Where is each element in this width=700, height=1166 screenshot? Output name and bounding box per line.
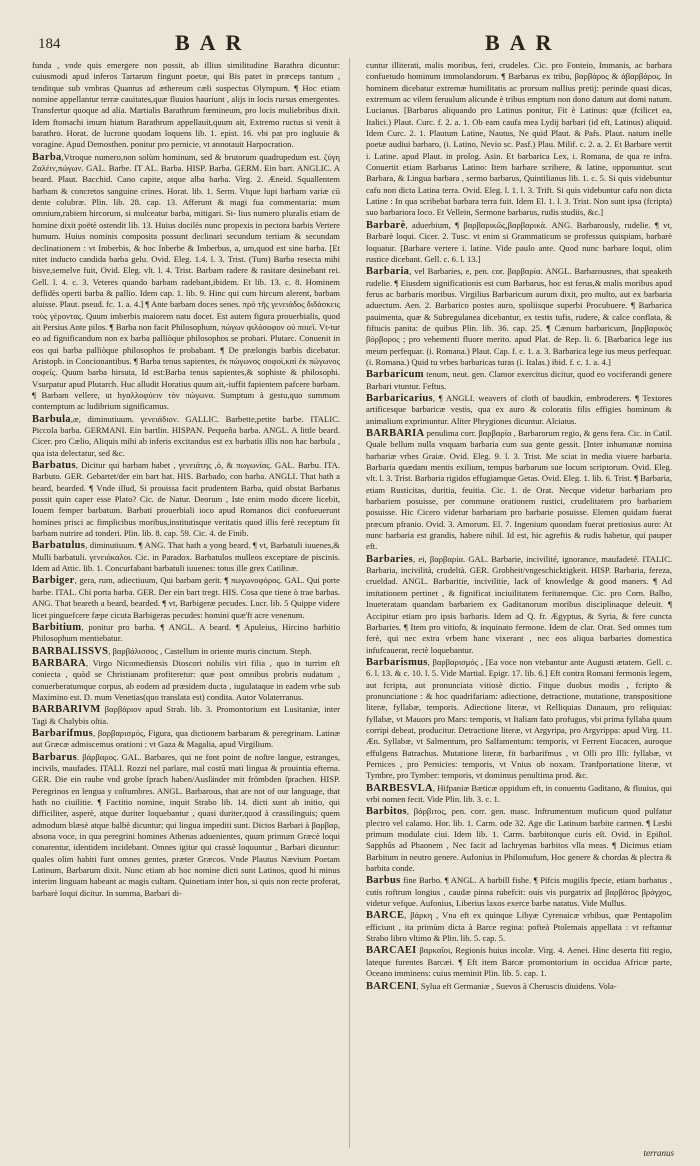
entry-text: , Sylua eft Germaniæ , Suevos à Cheruscis diuidens. Vola- bbox=[416, 980, 617, 991]
entry-text: , ¶ ANGLI. weavers of cloth of baudkin, embroderers. ¶ Textores artificesque barbaricæ vestis, qua ex auro & coloratis filis effigies hominum & animalium exprimuntur. Aliter Phrygiones dicuntur. Alciatus. bbox=[366, 392, 672, 426]
column-divider bbox=[349, 58, 350, 1148]
entry-headword: Barbarus bbox=[32, 751, 77, 763]
entry-headword: Barbiger bbox=[32, 575, 75, 587]
right-running-head: BAR bbox=[485, 30, 562, 55]
right-column bbox=[366, 60, 672, 1155]
entry-headword: Barbaricum bbox=[366, 369, 424, 381]
dictionary-entry bbox=[32, 460, 340, 539]
entry-text: , βάρβιτος, pen. corr. gen. masc. Inftrumentum muficum quod pulfatur plectro vel calamo. Hor. lib. 1. Carm. ode 32. Age dic Latinum barbite carmen. ¶ Lesbi primum modulate ciui. Idem lib. 1. Carm. barbitonque curis eſt. Ovid. in Epiſtol. Sapphûs ad Phaonem , Nec facit ad lachrymas barbitos vlla meas. ¶ Dicimus etiam Barbitum in neutro genere. Aufonius in Philomufum, Hoc genere & chordas & plectra & barbita conde. bbox=[366, 806, 672, 874]
entry-headword: Barbitium bbox=[32, 621, 82, 633]
dictionary-entry bbox=[366, 806, 672, 874]
entry-text: , Virgo Nicomediensis Dioscori nobilis viri filia , quo in turrim eſt coniecta , quòd se Christianam profiteretur: quæ post omnibus probris nudatum , conuerberatumque corpus, ab eodem ad præsidem ducta , iugulataque in eadem vrbe sub Maximino est. D. mum Venetias(quo translata est) condita. Autor Volaterranus. bbox=[32, 657, 340, 702]
dictionary-entry bbox=[366, 657, 672, 782]
entry-text: , diminutiuum. ¶ ANG. That hath a yong beard. ¶ vt, Barbatuli iuuenes,& Mulli barbatuli. γενειόκαλοι. Cic. in Paradox. Barbatulos mulleos exceptare de piscinis. Idem ad Attic. lib. 1. Concurfabant barbatuli iuuenes: totus ille grex Catilinæ. bbox=[32, 540, 340, 574]
entry-text: fine Barbo. ¶ ANGL. A barbill fishe. ¶ Pifcis mugilis fpecie, etiam barbatus , cutis roftrum longius , caudæ pinna rubefcit: ouis vis purgatrix ad βαρβάτος βράγχος, videtur vefque. Aufonius, Liberius laxos exerce barbe natatus. Vide Mullus. bbox=[366, 875, 672, 909]
entry-headword: Barbus bbox=[366, 875, 401, 887]
entry-text: , Dicitur qui barbam habet , γενειάτης ,ὁ, & πωγωνίας. GAL. Barbu. ITA. Barbuto. GER. Gebartet/der ein bart hat. HIS. Barbado, con barba. ANGLI. That hath a beard, bearded. ¶ Vnde illud, Si prouissa facit prudentem Barba, quid obstat Barbatus possit quin caper esse Plato? Cic. de Natur. Deorum , Iste enim modo dicere licebit, Iouem femper barbatum. Barbati prouerbiali ioco apud Romanos dici confueuerunt homines prisci ac fimplicibus moribus,institutisque veritatis quod illis ferè receptum fit barbam nutrire ad tonderi. Plin. lib. 8. cap. 59. Cic. 4. de Finib. bbox=[32, 460, 340, 539]
entry-headword: BARCAEI bbox=[366, 945, 417, 957]
dictionary-entry bbox=[32, 728, 340, 751]
dictionary-entry bbox=[366, 554, 672, 656]
dictionary-entry bbox=[366, 369, 672, 392]
entry-headword: BARBESVLA bbox=[366, 782, 433, 794]
dictionary-entry bbox=[366, 945, 672, 979]
dictionary-entry bbox=[366, 266, 672, 368]
entry-headword: BARBARIVM bbox=[32, 704, 101, 716]
entry-text: , gera, rum, adiectiuum, Qui barbam gerit. ¶ πωγωνοφόρος. GAL. Qui porte barbe. ITAL. Chi porta barba. GER. Der ein bart tregt. HIS. Cosa que tiene ò trae barbas. ANG. That beareth a beard, bearded. ¶ vt, Barbigeræ pecudes. Lucr. lib. 5 Quippe videre licet pinguefcere fæpe cicuta Barbigeras pecudes: homini quæ'ft acre venenum. bbox=[32, 575, 340, 620]
dictionary-entry bbox=[32, 414, 340, 459]
dictionary-entry bbox=[366, 783, 672, 806]
entry-text: tenum, neut. gen. Clamor exercitus dicitur, quod eo vociferandi genere Barbari vtuntur. Feftus. bbox=[366, 369, 672, 391]
entry-text: , aduerbium, ¶ βαρβαρικῶς,βαρβαρικὰ. ANG. Barbarously, rudelie. ¶ vt, Barbarè loqui. Cicer. 2. Tusc. vt enim si Grammaticum se professus quispiam, barbarè loquatur. [Barbare vertere i. latine. Vide paulo ante. Quod nunc barbare loqui, olim rustice dicebant. Gell. c. 6. l. 13.] bbox=[366, 219, 672, 264]
left-running-head: BAR bbox=[175, 30, 252, 55]
catchword: terranus bbox=[643, 1148, 674, 1158]
entry-text: βαρκαῖοι, Regionis huius incolæ. Virg. 4. Aenei. Hinc deserta fiti regio, lateque furentes Barcæi. ¶ Eft item Barcæ promontorium in occidua Africæ parte, Oceano imminens: cuius meminit Plin. lib. 5. cap. 1. bbox=[366, 945, 672, 979]
entry-text: , vel Barbaries, e, pen. cor. βαρβαρία. ANGL. Barbarousnes, that speaketh rudelie. ¶ Eiusdem significationis est cum Barbarus, hoc est ferus,& malis moribus apud ferus ac barbaris moribus. Virgilius Barbaricum aurum dixit, pro multo, aut ex barbaria aduectum. Aen. 2. Barbarico postes auro, spoliisque superbi Procubuere. ¶ Barbarica pauimenta, quæ & Subregulanea dicebantur, ex testis tufis, rudere, & calce conflata, & fiftucis panita: de quibus Plin. lib. 36. cap. 25. ¶ Cænum barbaricum, βαρβαρικὸς βόρβορος ; pro vehementi fluore merito. apud Plat. de Rep. li. 6. [Barbarica lege ius meum perfequar. (i. Romana.) Plaut. Cap. f. c. 1. a. 3. Barbarica lege ius meus perfequar. (i. Romana.) Quid tu vrbes barbaricas turas (i. Italas.) ibid. f. c. 1. a. 4.] bbox=[366, 266, 672, 367]
dictionary-entry bbox=[32, 575, 340, 620]
dictionary-entry bbox=[366, 428, 672, 553]
entry-text: , ponitur pro barba. ¶ ANGL. A beard. ¶ Apuleius, Hircino barbitio Philosophum mentiebatur. bbox=[32, 621, 340, 644]
entry-text: ,æ, diminutiuum. γενειάδιον. GALLIC. Barbette,petite barbe. ITALIC. Piccola barba. GERMANI. Ein bartlin. HISPAN. Pequeña barba. ANGL. A little beard. Cicer. pro Cælio, Aliquis mihi ab inferis excitandus est ex barbatis illis non hac barbula , qua ista delectatur, sed &c. bbox=[32, 413, 340, 458]
entry-headword: BARBARA bbox=[32, 657, 87, 669]
entry-headword: BARBALISSVS bbox=[32, 645, 109, 657]
dictionary-entry bbox=[32, 152, 340, 413]
entry-text: penulima corr. βαρβαρία , Barbarorum regio, & gens fera. Cic. in Catil. Quale bellum nulla vnquam barbaria cum sua gente gessit. [Inter inhumanæ nomina barbariæ vrbes Graiæ. Ovid. Eleg. 9. l. 3. Trist. Me sciat in media viuere barbaria. Barbaria quædam mentis exilium, tempus barbarum sue locum scriptorum. Ovid. Eleg. vlt. l. 3. Trist. Barbaria rigidos effugiamque Getas. Ovid. Eleg. 1. lib. 6. Trist. ¶ Barbaria, etiam Rusticitas, duritia, feuitia. Cic. 1. de Orat. Necque videtur barbariam pro barbariem posuisse, per commune orationem rustici, crudelitatem pro barbariem posuisse. Hic Cicero videtur barbariam pro barbarie posuisse. Elemen quidam fuerat præcum pfranio. Ovid. 3. Amorum. El. 7. Ingenium quondam fuerat pretiosius auro: At nunc barbaria est grandis, habere nihil. Id est, hic agreftis & rudis habetur, qui pauper eft. bbox=[366, 428, 672, 552]
entry-headword: Barbarismus bbox=[366, 656, 428, 668]
dictionary-entry bbox=[366, 220, 672, 265]
entry-headword: BARCE bbox=[366, 910, 405, 922]
dictionary-entry bbox=[366, 875, 672, 909]
dictionary-entry bbox=[32, 704, 340, 727]
entry-text: . βάρβαρος. GAL. Barbares, qui ne font point de noſtre langue, estranges, incivils, maufades. ITALI. Rozzi nel parlare, mal costū mati lingua & prouintia efterna. GER. Die ein rauhe vnd grobe ſprach haben/Ausländer mit frömbden ſprachen. HISP. Peregrinos en lengua y coſtumbres. ANGL. Barbarous, that are not of our language, that hath no ciuilitie. ¶ Factitio nomine, inquit Strabo lib. 14. dicti sunt ab initio, qui difficiliter, asperè, atque duriter loquebantur , quasi duriter,quod à crassilinguis; quem admodum blæsè atque balbè dicuntur; qui lingua impediti sunt. Dictos Barbari à βαρβαρ, absona voce, in qua peregrini homines Athenas aduenientes, quum primum Græcè loqui conarentur, identidem incidebant. Omnes igitur qui crassè loquuntur , Barbari dicuntur: quales olim habiti funt omnes gentes, præter Græcos. Vnde Plautus Nævium Poetam Latinum, Barbarum dixit. Nunc etiam ab hoc nomine dicti sunt Latinos, quod hi minus interim linguam habeant ac magis cultam. Quinetiam inter hos, si quis non recte proferat, barbarè loqui dicitur. In summa, Barbari di- bbox=[32, 751, 340, 898]
entry-text: , Hifpaniæ Bæticæ oppidum eft, in conuentu Gaditano, & fluuius, qui vrbi nomen fecit. Vide Plin. lib. 3. c. 1. bbox=[366, 782, 672, 804]
entry-headword: Barbatulus bbox=[32, 540, 86, 552]
entry-headword: Barbaries bbox=[366, 553, 414, 565]
entry-text: βαρβάριον apud Strab. lib. 3. Promontorium est Lusitaniæ, inter Tagi & Chalybis oſtia. bbox=[32, 704, 340, 726]
dictionary-entry bbox=[32, 646, 340, 657]
entry-headword: Barbarè bbox=[366, 219, 406, 231]
entry-headword: Barbula bbox=[32, 413, 71, 425]
entry-headword: Barbitos bbox=[366, 806, 407, 818]
entry-headword: Barba bbox=[32, 151, 62, 163]
entry-headword: Barbarifmus bbox=[32, 727, 94, 739]
entry-headword: BARBARIA bbox=[366, 428, 425, 439]
dictionary-entry bbox=[366, 981, 672, 992]
dictionary-entry bbox=[32, 658, 340, 703]
dictionary-entry bbox=[366, 60, 672, 219]
entry-headword: Barbaria bbox=[366, 266, 410, 278]
entry-text: , ei, βαρβαρία. GAL. Barbarie, incivilité, ignorance, maufadeté. ITALIC. Barbaria, incivilità, crudeltà. GER. Grobheit/vngeschicktigkeit. HISP. Barbaria, fereza, crueldad. ANGL. Barbaritie, incivilitie, lack of knowledge & good maners. ¶ Ad imitationem pertinet , & fignificat inciuilitatem feritatemque. Cic. pro Corn. Balbo, Inueteratam quandam barbariem ex Gaditanorum moribus disciplinaque deleuit. ¶ Accipitur etiam pro ipsis barbaris. Idem ad Q. fr. Ægyptus, & Syria, & fere cuncta Barbaries. ¶ Item pro vitiofo, & inquinato fermone. Idem de clar. Orat. Sed omnes tum ferè, qui nec extra vrbem hanc vixerant , nec eos aliqua barbaries domestica infufcauerat, rectè loquebantur. bbox=[366, 553, 672, 655]
entry-text: funda , vnde quis emergere non possit, ab illius similitudine Barathra dicuntur: cuiusmodi apud inferos Tartarum fingunt poetæ, qui Bis patet in præceps tantum , tenditque sub vmbras Quantus ad æthereum cæli suspectus Olympum. ¶ Hoc etiam nomine appellantur terræ cauitates,quæ fluuios hauriunt , alijs in locis rursus emergentes. Transfertur quoque ad alia. Martialis Barathrum fœmineum, pro locis muliebribus dixit. Idem ftomachi imum hiatum Barathrum appellauit,quum ait, Extremo ructus si venit à barathro. Horat. de lucrone quodam loquens lib. 1. epist. 16. vbi pat pro ingluuie & voragine. Apud Demosthen. ponitur pro pernicie, vt annotauit Harpocration. bbox=[32, 60, 340, 150]
left-column bbox=[32, 60, 340, 1155]
dictionary-entry bbox=[366, 393, 672, 427]
entry-text: , βάρκη , Vna eft ex quinque Libyæ Cyrenaicæ vrbibus, quæ Pentapolim efficiunt , ita primùm dicta à Barce regina: pofteà Ptolemais appellata : vt reftantur Strabo libro vltimo & Plin. lib. 5. cap. 5. bbox=[366, 910, 672, 944]
entry-text: , βαρβάλισσος , Castellum in oriente muris cinctum. Steph. bbox=[108, 645, 312, 656]
dictionary-entry bbox=[366, 910, 672, 944]
entry-headword: Barbaricarius bbox=[366, 392, 433, 404]
dictionary-entry bbox=[32, 60, 340, 151]
entry-headword: BARCENI bbox=[366, 980, 417, 992]
dictionary-entry bbox=[32, 752, 340, 899]
entry-text: cuntur illiterati, malis moribus, feri, crudeles. Cic. pro Fonteio, Immanis, ac barbara confuetudo hominum immolandorum. ¶ Barbarus ex tribu, βαρβάρος & ἀβαρβάρος. In hominem dicebatur extremæ humilitatis ac prorsum nullius pretij: perinde quasi dicas, extremum ac vilem feruulum alicunde è tribus emptum non dono datum aut domi natum. Lucianus. [Barbarus aliquando pro Latinus ponitur, Fit è Latinus: quæ (fcilicet ea, Italici.) Plaut. Curc. f. 2. a. 1. Ob eam caufa mea Lydij barbari (id eft, Latinus) aliquid. Idem Curc. 2. 1. Plautum Latine, Nautus, Ne quid Plaut. & Pafs. Plaut. natum inelle poetæ audiui barbaro, (i. Latino, Nevio sc. Pasf.) Plau. Milif. c. 2. a. 2. Et Barbare vertit i. Latine. apud Plaut. in prolog. Asin. Et barbarica Lex, i. Romana, de qua re infra. Conuertit etiam Barbarus Latino: Item barbare scribere, & latine, opponuntur. scut Barbara, & Lingua barbara , sermo barbarus, Quintilianus lib. 1. c. 5. Si quis videbuntur cafu non dicta Latina terra. Ovid. Eleg. l. 1. l. 3. Trift. Si quis videbuntur cafu non dicta Latine : In qua scribebat barbara terra fuit. Idem El. 1. l. 3. Trist. Non sunt ipsa (fcripta) suo barbariora loco. Et Vellein, Sermone barbarus, rudis studiis, &c.] bbox=[366, 60, 672, 218]
dictionary-entry bbox=[32, 622, 340, 645]
entry-text: , βαρβαρισμός , [Ea voce non vtebantur ante Augusti ætatem. Gell. c. 6. l. 13. & c. 10. l. 5. Vide Martial. Epigr. 17. lib. 6.] Eft contra Romani fermonis legem, aut fcripta, aut pronunciata vitiosè dictio. Fitque duobus modis , fcripto & pronunciatione : & hoc quadrifariam: adiectione, detractione, mutatione, transpositione literæ, fyllabæ, temporis. Adiectione literæ, vt Relliquias Danaum, pro reliquias: fyllabæ, vt Mauors pro Mars: temporis, vt Italiam fato profugus, vbi prima fyllaba quum corripi debeat, producitur. Detractione literæ, vt Argyripa, pro Argyrippa: apud Virg. 11. Æn. Syllabæ, vt Salmentum, pro Salfamentum: temporis, vt Ferrent Eucacen, auroque effulgens Batrachus. Mutatione literæ, fit barbarifmus , vt Olli pro Illi: fyllabæ, vt Pernices , pro Pernicies: temporis, vt Vnius ob noxam. Tranfportatione literæ, vt Tymbre, pro Tymber: temporis, vt domimus penultima prod. &c. bbox=[366, 656, 672, 781]
dictionary-entry bbox=[32, 540, 340, 574]
entry-text: ,Vtroque numero,non solùm hominum, sed & brutorum quadrupedum est. ζύγη Ζαλέιν,πώγων. GAL. Barbe. IT AL. Barba. HISP. Barba. GERM. Ein bart. ANGLIC. A beard. Plaut. Bacchid. Cano capite, atque alba barba. Virg. 2. Æneid. Squallentem barbam & concretos sanguine crines. Horat. lib. 1. Serm. Vtque lupi barbam variæ cū dente colubræ. Plin. lib. 28. cap. 13. Afferunt & magi fua commentaria: mum omnium,rabiem hircorum, si mulceatur barba, mitigari. Si- lius numero pluralis etiam de homine dixit poëtè ostendit lib. 13. Huius docilès nunc propexis in pectora barbis Vertere humum. Huius nominis composita possunt declinari secundum tertiam & secundam declinationem : vt Imberbis, & hoc Inberbe & Imberbus, a, um,quod est sine barba. [Et nitet inducto candida barba gelu. Ovid. Eleg. 1.4. l. 3. Trist. (Tum) Barba resecta mihi bisve,semelve fuit, Ovid. Eleg. vlt. l. 4. Trist. Barbam radere & rasitare desinebant rei. Gell. l. 4. c. 3. Veteres quando barbam radebant,ibidem. Et lib. 13. c. 8. Hominem deflidès operti barba & pallio. Idem cap. 1. lib. 9. Hinc qui cum hircum alerent, barbam aluisse. Plaut. pseud. fc. 1. a. 4.] ¶ Ante barbam doces senes. πρὸ τῆς γενειάδος διδάσκεις τοὺς γέροντας. Quum imberbis maiorem natu docet. Est autem figura prouerbialis, quod ait Persius Ante pilos. ¶ Barba non facit Philosophum, πώγων φιλόσοφον οὐ ποιεῖ. Vt-tur eo ad fignificandum non ex barba palliòque philosophos se probari. Plutarc. Conuenit in eos qui barba palliòque philosophos fe probabant. ¶ De prælongis barbis dicebatur. Aristoph. in Concionantibus. ¶ Barba tenus sapientes, ἐκ πώγωνος σοφοὶ,καὶ ἐκ πώγωνος σοφεῖς. Quum barba hirsuta, Id est:Barba tenus sapientes,& sophiste & philosophi. Vsurpatur apud Plutarch. Huc alludit Horatius quum ait,-iuffit fapientem pafcere barbam. ¶ Barbam vellere, ut hyαλλοφύειν τὸν πώγωνα. Sumptum à gestu,quo summum contemptum ac ludibrium significamus. bbox=[32, 151, 340, 412]
entry-text: , βαρβαρισμός, Figura, qua dictionem barbaram & peregrinam. Latinæ aut Græcæ admiscemus orationi : vt Gaza & Magalia, apud Virgilium. bbox=[32, 727, 340, 750]
entry-headword: Barbatus bbox=[32, 460, 76, 472]
page-number: 184 bbox=[38, 36, 61, 52]
